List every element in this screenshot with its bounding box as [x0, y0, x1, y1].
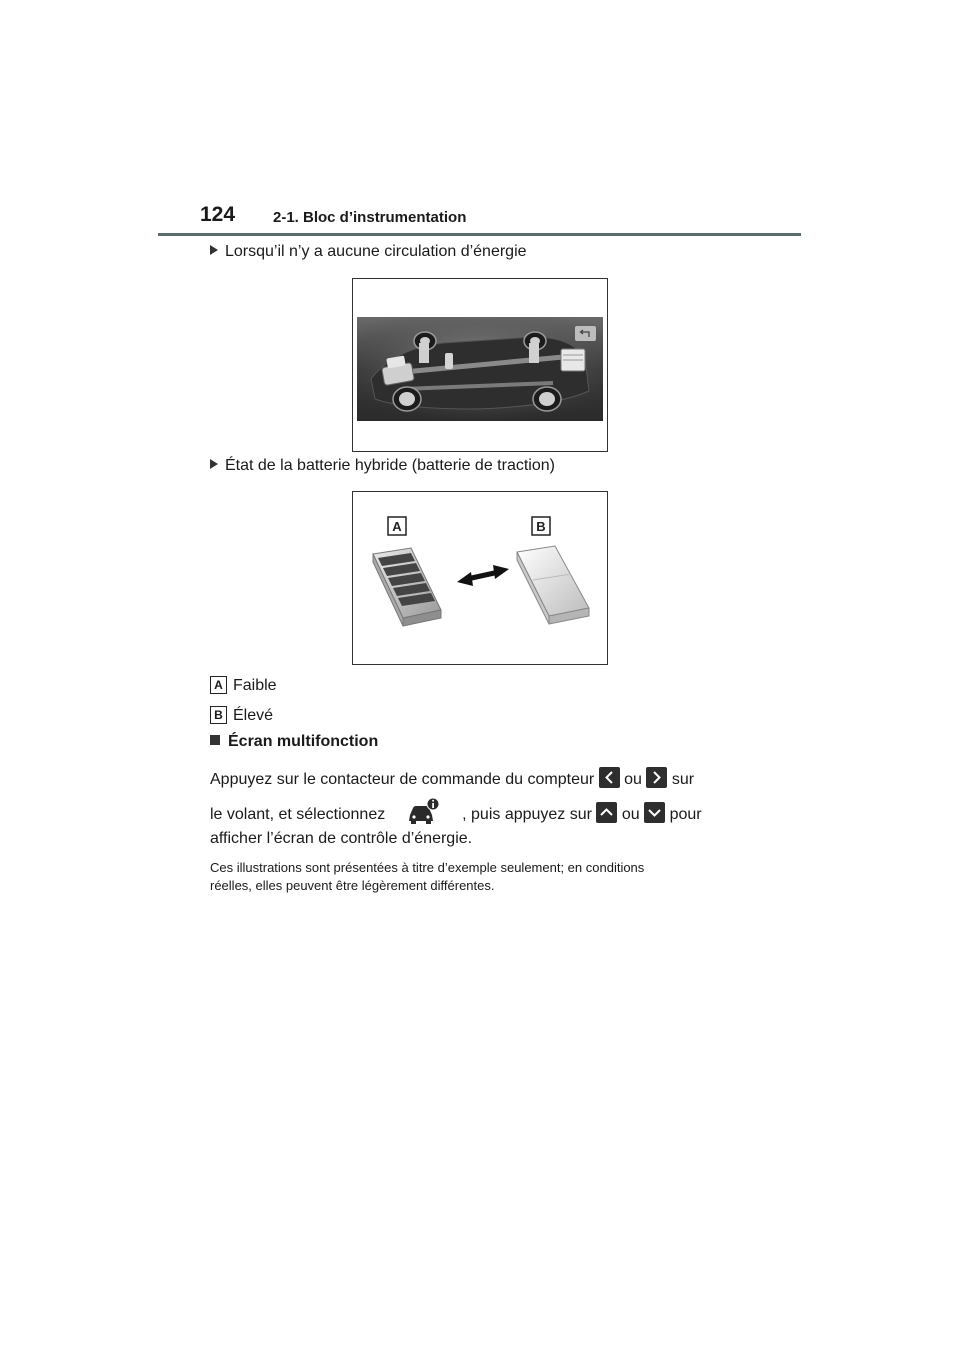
- paragraph-text: sur: [671, 771, 695, 788]
- bullet-text: État de la batterie hybride (batterie de traction): [225, 457, 555, 474]
- page-number: 124: [200, 203, 236, 226]
- battery-state-illustration: [353, 492, 607, 664]
- legend-text-b: Élevé: [233, 707, 274, 724]
- section-heading-text: Écran multifonction: [228, 733, 379, 750]
- legend-b: [210, 706, 273, 725]
- legend-text-a: Faible: [233, 677, 277, 694]
- paragraph-line-2: [210, 801, 702, 825]
- legend-a: [210, 676, 277, 695]
- paragraph-text: le volant, et sélectionnez: [210, 806, 386, 823]
- bullet-triangle-icon: [210, 245, 218, 255]
- label-a-box: [388, 517, 406, 535]
- paragraph-text: Appuyez sur le contacteur de commande du compteur: [210, 771, 595, 788]
- note-line-2: réelles, elles peuvent être légèrement différentes.: [210, 878, 495, 893]
- header-rule: [158, 233, 801, 236]
- legend-key-b: B: [210, 706, 227, 724]
- paragraph-line-1: [210, 767, 694, 789]
- battery-state-figure: [352, 491, 608, 665]
- return-icon: [575, 326, 596, 341]
- left-arrow-key-icon: [599, 767, 620, 788]
- paragraph-text: pour: [669, 806, 702, 823]
- bullet-no-energy-flow: [210, 243, 527, 261]
- paragraph-text: , puis appuyez sur: [462, 806, 592, 823]
- energy-flow-figure: [352, 278, 608, 452]
- bullet-hybrid-battery-state: [210, 457, 555, 475]
- vehicle-info-icon: [390, 801, 458, 825]
- note-line-1: Ces illustrations sont présentées à titre d’exemple seulement; en conditions: [210, 860, 645, 875]
- right-arrow-key-icon: [646, 767, 667, 788]
- heading-square-icon: [210, 735, 220, 745]
- paragraph-line-3: afficher l’écran de contrôle d’énergie.: [210, 830, 473, 847]
- paragraph-text: ou: [624, 771, 642, 788]
- label-b-text: B: [536, 519, 546, 534]
- paragraph-text: ou: [621, 806, 640, 823]
- label-a-text: A: [392, 519, 402, 534]
- energy-flow-screen-illustration: [353, 279, 607, 451]
- high-battery-icon: [517, 546, 589, 624]
- double-arrow-icon: [457, 565, 509, 586]
- up-arrow-key-icon: [596, 802, 617, 823]
- bullet-triangle-icon: [210, 459, 218, 469]
- low-battery-icon: [373, 548, 441, 626]
- label-b-box: [532, 517, 550, 535]
- down-arrow-key-icon: [644, 802, 665, 823]
- section-title: 2-1. Bloc d’instrumentation: [273, 209, 467, 226]
- legend-key-a: A: [210, 676, 227, 694]
- section-heading: [210, 733, 378, 751]
- bullet-text: Lorsqu’il n’y a aucune circulation d’énergie: [225, 243, 527, 260]
